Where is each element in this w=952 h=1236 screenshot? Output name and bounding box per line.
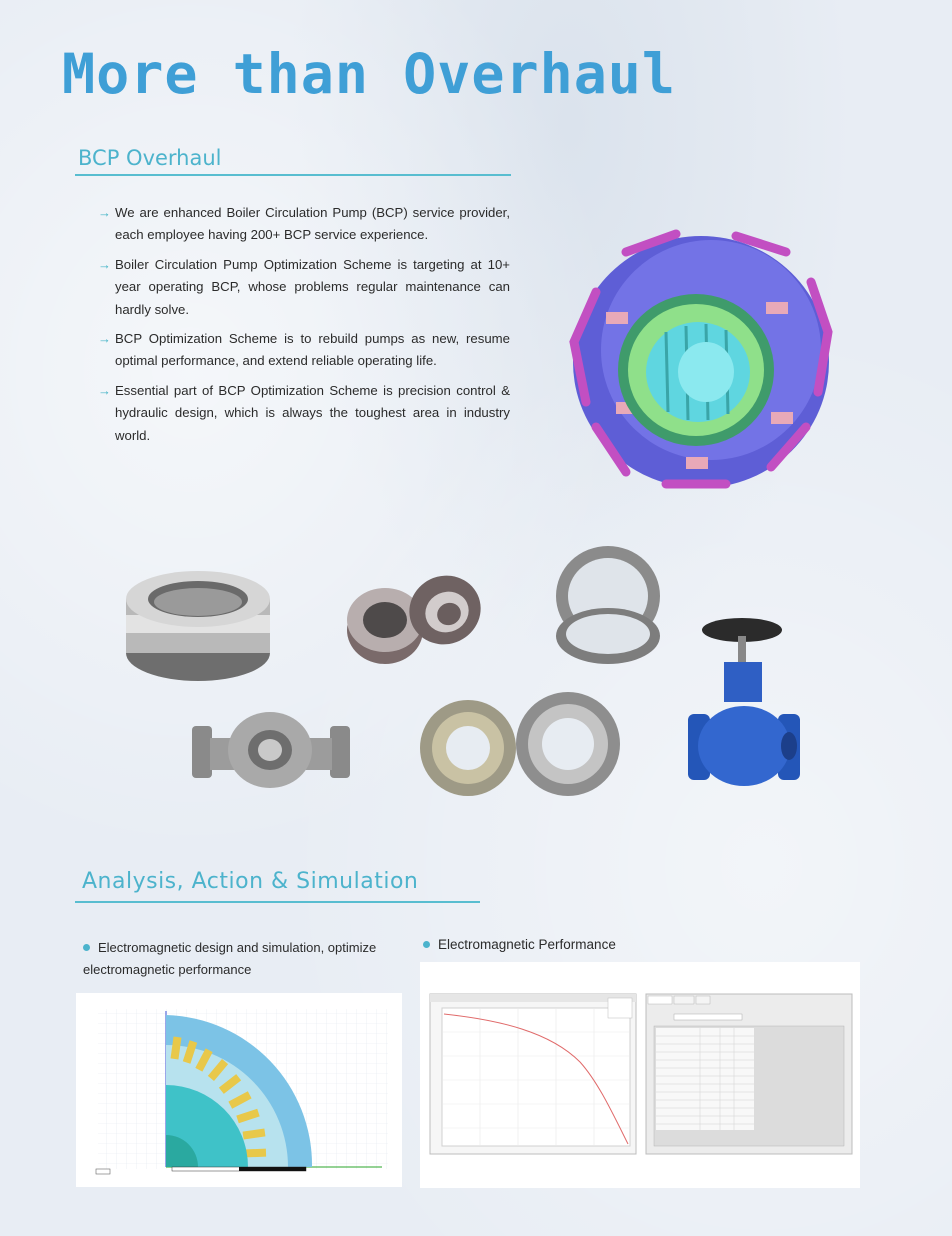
stator-assembly-illustration: [556, 222, 846, 502]
dot-icon: [423, 941, 430, 948]
caption-electromagnetic-performance: [423, 937, 616, 952]
section-heading-bcp-overhaul: BCP Overhaul: [78, 146, 222, 170]
pump-casing-photo: [190, 708, 352, 788]
arrow-right-icon: →: [98, 256, 111, 272]
mechanical-seal-photo: [343, 570, 488, 670]
bullet-item: [98, 254, 510, 321]
bullet-text: We are enhanced Boiler Circulation Pump (BCP) service provider, each employee having 200+ BCP service experience.: [115, 205, 510, 243]
bcp-bullet-list: [98, 202, 510, 454]
globe-valve-photo: [674, 614, 814, 790]
electromagnetic-performance-figure: [420, 962, 860, 1188]
spiral-wound-gaskets-photo: [418, 690, 624, 802]
caption-electromagnetic-design: [83, 937, 403, 981]
bullet-item: [98, 202, 510, 247]
section-divider: [75, 901, 480, 903]
bullet-text: Essential part of BCP Optimization Scheme is precision control & hydraulic design, which is always the toughest area in industry world.: [115, 382, 510, 443]
arrow-right-icon: →: [98, 205, 111, 220]
electromagnetic-simulation-figure: [76, 993, 402, 1187]
bullet-item: [98, 328, 510, 373]
page-title: More than Overhaul: [62, 42, 677, 106]
bullet-text: BCP Optimization Scheme is to rebuild pumps as new, resume optimal performance, and extend reliable operating life.: [115, 331, 510, 369]
bullet-text: Boiler Circulation Pump Optimization Scheme is targeting at 10+ year operating BCP, whose problems regular maintenance can hardly solve.: [115, 256, 510, 317]
section-heading-analysis: Analysis, Action & Simulation: [82, 869, 419, 894]
section-divider: [75, 174, 511, 176]
dot-icon: [83, 944, 90, 951]
bearing-sleeve-photo: [122, 565, 274, 685]
arrow-right-icon: →: [98, 382, 111, 398]
caption-text: Electromagnetic Performance: [438, 937, 616, 952]
bullet-item: [98, 380, 510, 447]
arrow-right-icon: →: [98, 331, 111, 347]
ring-gasket-photo: [552, 540, 664, 668]
caption-text: Electromagnetic design and simulation, optimize electromagnetic performance: [83, 940, 377, 977]
